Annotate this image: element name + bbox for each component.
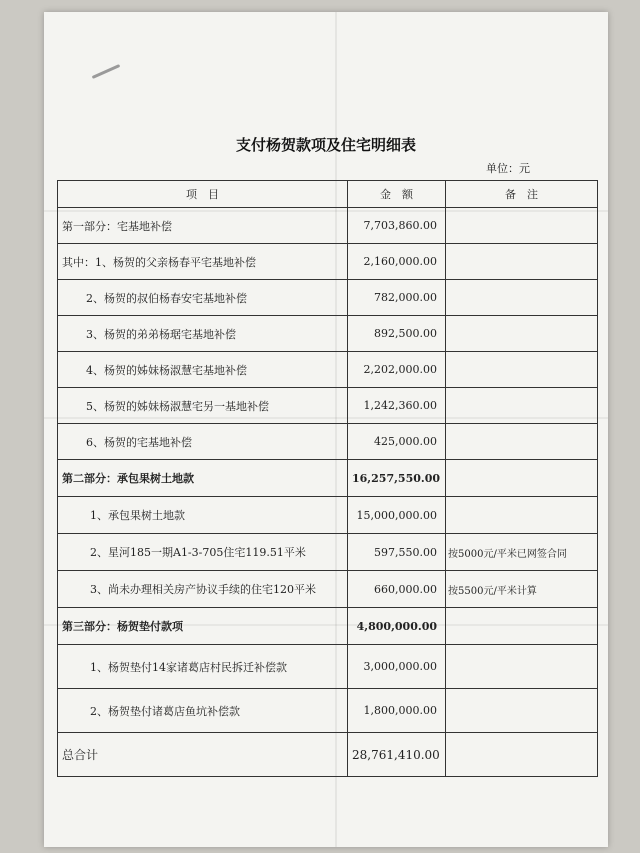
row-remark <box>446 608 598 645</box>
document-title: 支付杨贺款项及住宅明细表 <box>235 136 416 154</box>
row-remark <box>446 460 598 497</box>
row-amount: 660,000.00 <box>348 571 446 608</box>
row-item: 4、杨贺的姊妹杨淑慧宅基地补偿 <box>58 352 348 388</box>
row-item: 2、杨贺的叔伯杨春安宅基地补偿 <box>58 280 348 316</box>
row-item: 5、杨贺的姊妹杨淑慧宅另一基地补偿 <box>58 388 348 424</box>
row-remark <box>446 244 598 280</box>
row-remark <box>446 645 598 689</box>
table-row <box>58 424 598 460</box>
row-item: 1、承包果树土地款 <box>58 497 348 534</box>
table-row <box>58 388 598 424</box>
table-row-section-1 <box>58 208 598 244</box>
row-remark <box>446 280 598 316</box>
row-item: 第二部分：承包果树土地款 <box>58 460 348 497</box>
table-row <box>58 497 598 534</box>
row-amount: 597,550.00 <box>348 534 446 571</box>
row-amount: 2,160,000.00 <box>348 244 446 280</box>
table-row-section-2 <box>58 460 598 497</box>
row-item: 第一部分：宅基地补偿 <box>58 208 348 244</box>
row-item: 2、杨贺垫付诸葛店鱼坑补偿款 <box>58 689 348 733</box>
row-remark: 按5500元/平米计算 <box>446 571 598 608</box>
row-remark <box>446 316 598 352</box>
row-item: 总合计 <box>58 733 348 777</box>
row-amount: 16,257,550.00 <box>348 460 446 497</box>
unit-label: 单位：元 <box>486 162 530 175</box>
table-row <box>58 280 598 316</box>
table-row <box>58 316 598 352</box>
row-remark <box>446 689 598 733</box>
row-amount: 782,000.00 <box>348 280 446 316</box>
row-amount: 28,761,410.00 <box>348 733 446 777</box>
row-remark <box>446 424 598 460</box>
table-row <box>58 689 598 733</box>
table-row <box>58 571 598 608</box>
payment-detail-table <box>57 180 598 777</box>
row-item: 2、星河185一期A1-3-705住宅119.51平米 <box>58 534 348 571</box>
staple-mark <box>92 64 121 79</box>
row-remark <box>446 497 598 534</box>
row-remark <box>446 352 598 388</box>
row-item: 6、杨贺的宅基地补偿 <box>58 424 348 460</box>
table-row <box>58 645 598 689</box>
header-remark: 备 注 <box>446 181 598 208</box>
row-amount: 4,800,000.00 <box>348 608 446 645</box>
row-amount: 1,800,000.00 <box>348 689 446 733</box>
table-row-section-3 <box>58 608 598 645</box>
row-amount: 1,242,360.00 <box>348 388 446 424</box>
row-remark <box>446 388 598 424</box>
row-amount: 425,000.00 <box>348 424 446 460</box>
document-sheet <box>44 12 608 847</box>
table-row <box>58 534 598 571</box>
row-amount: 15,000,000.00 <box>348 497 446 534</box>
table-row-total <box>58 733 598 777</box>
row-item: 其中：1、杨贺的父亲杨春平宅基地补偿 <box>58 244 348 280</box>
row-item: 第三部分：杨贺垫付款项 <box>58 608 348 645</box>
row-item: 3、杨贺的弟弟杨琚宅基地补偿 <box>58 316 348 352</box>
table-row <box>58 244 598 280</box>
row-remark <box>446 208 598 244</box>
row-item: 3、尚未办理相关房产协议手续的住宅120平米 <box>58 571 348 608</box>
row-amount: 2,202,000.00 <box>348 352 446 388</box>
table-header-row <box>58 181 598 208</box>
row-amount: 3,000,000.00 <box>348 645 446 689</box>
row-amount: 892,500.00 <box>348 316 446 352</box>
table-row <box>58 352 598 388</box>
row-remark <box>446 733 598 777</box>
row-amount: 7,703,860.00 <box>348 208 446 244</box>
row-item: 1、杨贺垫付14家诸葛店村民拆迁补偿款 <box>58 645 348 689</box>
row-remark: 按5000元/平米已网签合同 <box>446 534 598 571</box>
header-amount: 金 额 <box>348 181 446 208</box>
header-item: 项 目 <box>58 181 348 208</box>
